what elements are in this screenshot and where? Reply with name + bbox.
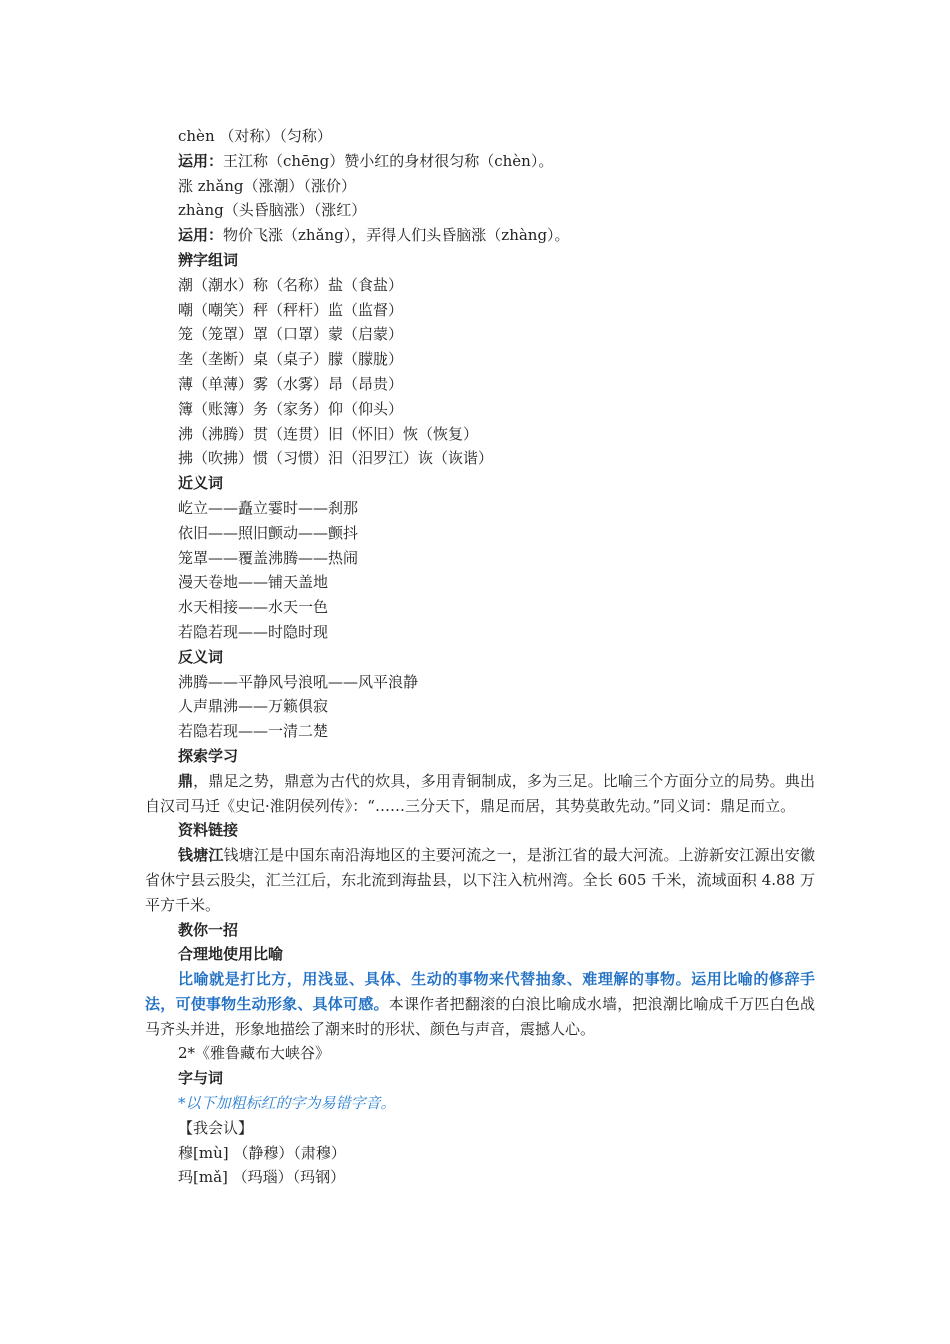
text-line: zhàng（头昏脑涨）（涨红） (178, 201, 367, 220)
section-heading-ziyuci: 字与词 (178, 1069, 224, 1088)
list-item: 人声鼎沸——万籁俱寂 (178, 697, 329, 716)
paragraph-text: 钱塘江是中国东南沿海地区的主要河流之一，是浙江省的最大河流。上游新安江源出安徽省休宁县云股尖，汇兰江后，东北流到海盐县，以下注入杭州湾。全长 605 千米，流域面积 4.88 万平方千米。 (145, 846, 815, 914)
section-heading-ziliao: 资料链接 (178, 821, 239, 840)
list-item: 垄（垄断）桌（桌子）朦（朦胧） (178, 350, 404, 369)
list-item: 水天相接——水天一色 (178, 598, 329, 617)
paragraph-text: 本课作者把翻滚的白浪比喻成水墙，把浪潮比喻成千万匹白色战马齐头并进，形象地描绘了潮来时的形状、颜色与声音，震撼人心。 (145, 994, 815, 1038)
term: 鼎 (178, 771, 194, 790)
section-heading-tansuo: 探索学习 (178, 746, 239, 765)
section-heading-jinyi: 近义词 (178, 474, 224, 493)
list-item: 沸腾——平静风号浪吼——风平浪静 (178, 672, 419, 691)
section-subheading: 合理地使用比喻 (178, 945, 284, 964)
paragraph-jiaoni (145, 967, 815, 1041)
bracket-heading: 【我会认】 (178, 1118, 254, 1137)
paragraph-ziliao (145, 843, 815, 917)
usage-line (145, 223, 815, 248)
list-item: 玛[mǎ] （玛瑙）（玛钢） (178, 1168, 346, 1187)
list-item: 潮（潮水）称（名称）盐（食盐） (178, 275, 404, 294)
list-item: 若隐若现——时隐时现 (178, 622, 329, 641)
list-item: 屹立——矗立霎时——刹那 (178, 498, 359, 517)
paragraph-text: ，鼎足之势，鼎意为古代的炊具，多用青铜制成，多为三足。比喻三个方面分立的局势。典出自汉司马迁《史记·淮阴侯列传》：“……三分天下，鼎足而居，其势莫敢先动。”同义词：鼎足而立。 (145, 771, 815, 815)
list-item: 依旧——照旧颤动——颤抖 (178, 523, 359, 542)
list-item: 拂（吹拂）惯（习惯）汨（汨罗江）诙（诙谐） (178, 449, 494, 468)
usage-text: 王江称（chēng）赞小红的身材很匀称（chèn）。 (223, 151, 554, 170)
section-heading-bianzi: 辨字组词 (178, 250, 239, 269)
list-item: 笼（笼罩）罩（口罩）蒙（启蒙） (178, 325, 404, 344)
list-item: 薄（单薄）雾（水雾）昂（昂贵） (178, 374, 404, 393)
text-line: 涨 zhǎng（涨潮）（涨价） (178, 176, 357, 195)
section-heading-fanyi: 反义词 (178, 647, 224, 666)
highlight-text: 比喻就是打比方，用浅显、具体、生动的事物来代替抽象、难理解的事物。运用比喻的修辞手法，可使事物生动形象、具体可感。 (145, 970, 815, 1013)
usage-line (145, 149, 815, 174)
usage-label: 运用： (178, 226, 224, 245)
list-item: 穆[mù] （静穆）（肃穆） (178, 1143, 346, 1162)
document-content (145, 124, 815, 1190)
list-item: 笼罩——覆盖沸腾——热闹 (178, 548, 359, 567)
section-heading-jiaoni: 教你一招 (178, 920, 239, 939)
list-item: 漫天卷地——铺天盖地 (178, 573, 329, 592)
term: 钱塘江 (178, 846, 224, 865)
list-item: 簿（账簿）务（家务）仰（仰头） (178, 399, 404, 418)
list-item: 若隐若现——一清二楚 (178, 722, 329, 741)
list-item: 嘲（嘲笑）秤（秤杆）监（监督） (178, 300, 404, 319)
list-item: 沸（沸腾）贯（连贯）旧（怀旧）恢（恢复） (178, 424, 479, 443)
usage-text: 物价飞涨（zhǎng），弄得人们头昏脑涨（zhàng）。 (223, 226, 570, 245)
note-text: *以下加粗标红的字为易错字音。 (178, 1094, 396, 1113)
lesson-title: 2*《雅鲁藏布大峡谷》 (178, 1044, 331, 1063)
usage-label: 运用： (178, 151, 224, 170)
paragraph-tansuo (145, 769, 815, 819)
text-line: chèn （对称）（匀称） (178, 127, 332, 145)
